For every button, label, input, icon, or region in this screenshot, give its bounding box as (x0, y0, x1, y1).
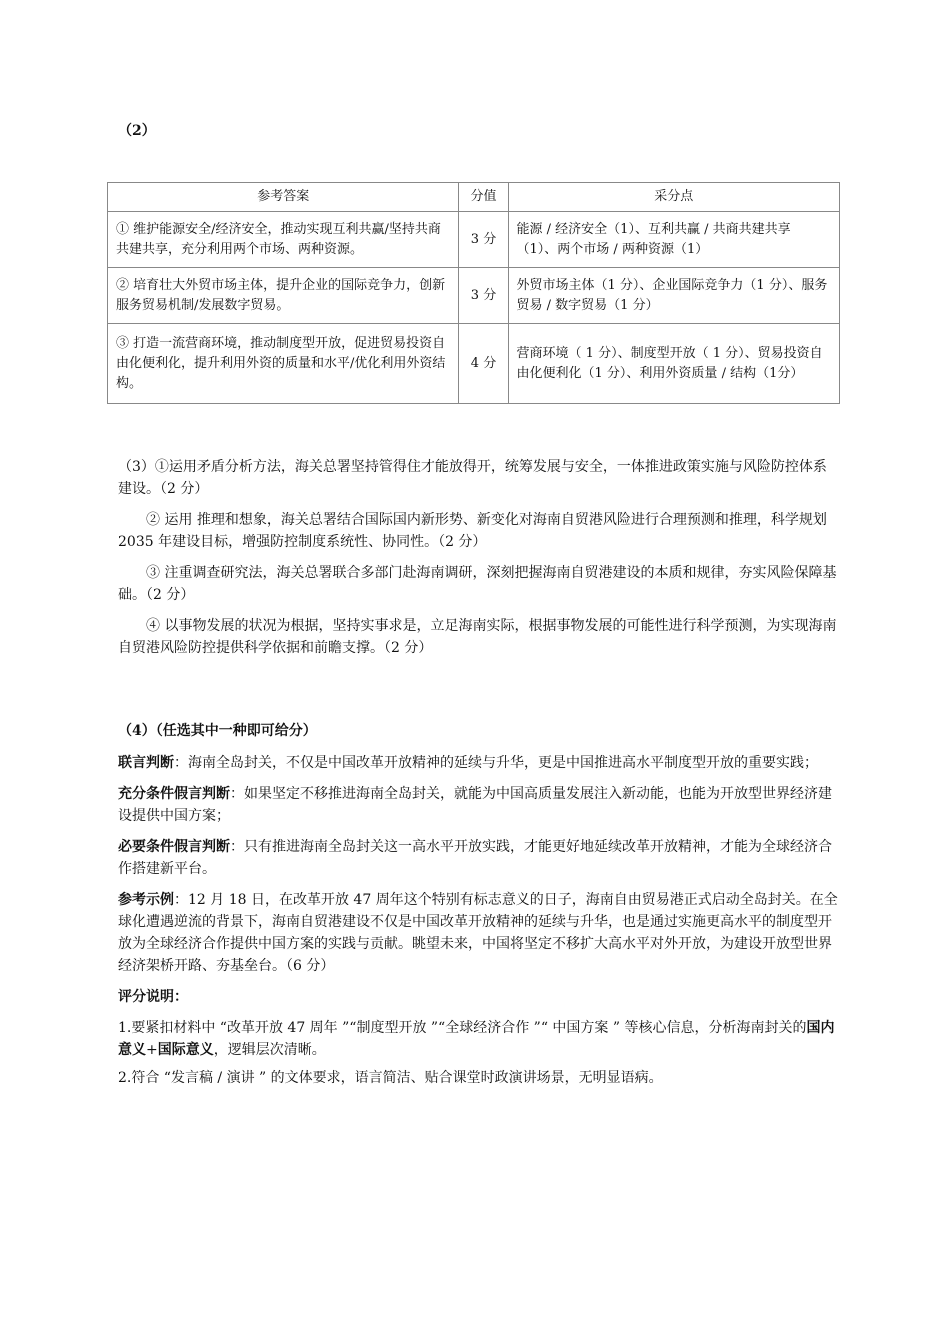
judgment-item (118, 783, 838, 827)
example-item (118, 889, 838, 977)
scoring-note-2: 2.符合 “发言稿 / 演讲 ” 的文体要求，语言简洁、贴合课堂时政演讲场景，无明显语病。 (118, 1070, 663, 1086)
judgment-item (118, 752, 838, 774)
points-cell: 外贸市场主体（1 分）、企业国际竞争力（1 分）、服务贸易 / 数字贸易（1 分） (508, 268, 839, 324)
header-scoring-points: 采分点 (508, 183, 839, 212)
score-cell: 4 分 (459, 324, 508, 404)
points-cell: 营商环境（ 1 分）、制度型开放（ 1 分）、贸易投资自由化便利化（1 分）、利用外资质量 / 结构（1分） (508, 324, 839, 404)
judgment-item (118, 836, 838, 880)
judgment-text: ：只有推进海南全岛封关这一高水平开放实践，才能更好地延续改革开放精神，才能为全球经济合作搭建新平台。 (118, 839, 832, 877)
answer-cell: ② 培育壮大外贸市场主体，提升企业的国际竞争力，创新服务贸易机制/发展数字贸易。 (108, 268, 459, 324)
points-cell: 能源 / 经济安全（1）、互利共赢 / 共商共建共享（1）、两个市场 / 两种资源（1） (508, 212, 839, 268)
table-row (108, 212, 840, 268)
example-label: 参考示例 (118, 892, 174, 908)
score-cell: 3 分 (459, 212, 508, 268)
answer-cell: ① 维护能源安全/经济安全，推动实现互利共赢/坚持共商共建共享，充分利用两个市场、两种资源。 (108, 212, 459, 268)
section-4-heading: （4）（任选其中一种即可给分） (118, 723, 317, 739)
header-score: 分值 (459, 183, 508, 212)
section-3-paragraph: （3）①运用矛盾分析方法，海关总署坚持管得住才能放得开，统筹发展与安全，一体推进政策实施与风险防控体系建设。（2 分） (118, 459, 827, 497)
header-reference-answer: 参考答案 (108, 183, 459, 212)
judgment-text: ：如果坚定不移推进海南全岛封关，就能为中国高质量发展注入新动能，也能为开放型世界经济建设提供中国方案； (118, 786, 832, 824)
section-3-paragraph: ③ 注重调查研究法，海关总署联合多部门赴海南调研，深刻把握海南自贸港建设的本质和规律，夯实风险保障基础。（2 分） (118, 565, 837, 603)
note-text: 1.要紧扣材料中 “改革开放 47 周年 ”“制度型开放 ”“全球经济合作 ”“ 中国方案 ” 等核心信息，分析海南封关的 (118, 1020, 807, 1036)
note-text: ，逻辑层次清晰。 (213, 1042, 326, 1058)
scoring-table (107, 182, 840, 404)
table-row (108, 268, 840, 324)
note-bold-international: 国际意义 (157, 1042, 214, 1058)
table-row (108, 324, 840, 404)
score-cell: 3 分 (459, 268, 508, 324)
judgment-label: 联言判断 (118, 755, 174, 771)
example-text: ：12 月 18 日，在改革开放 47 周年这个特别有标志意义的日子，海南自由贸易港正式启动全岛封关。在全球化遭遇逆流的背景下，海南自贸港建设不仅是中国改革开放精神的延续与升华，也是通过实施更高水平的制度型开放为全球经济合作提供中国方案的实践与贡献。眺望未来，中国将坚定不移扩大高水平对外开放，为建设开放型世界经济架桥开路、夯基垒台。（6 分） (118, 892, 838, 974)
judgment-label: 充分条件假言判断 (118, 786, 230, 802)
section-4 (118, 720, 838, 1095)
section-3-paragraph: ④ 以事物发展的状况为根据，坚持实事求是，立足海南实际，根据事物发展的可能性进行科学预测，为实现海南自贸港风险防控提供科学依据和前瞻支撑。（2 分） (118, 618, 837, 656)
section-3-paragraph: ② 运用 推理和想象，海关总署结合国际国内新形势、新变化对海南自贸港风险进行合理预测和推理，科学规划 2035 年建设目标，增强防控制度系统性、协同性。（2 分） (118, 512, 827, 550)
judgment-label: 必要条件假言判断 (118, 839, 230, 855)
note-bold-domestic: 国内意义 (118, 1020, 835, 1058)
judgment-text: ：海南全岛封关，不仅是中国改革开放精神的延续与升华，更是中国推进高水平制度型开放的重要实践； (174, 755, 818, 771)
section-2-label: （2） (118, 123, 156, 139)
answer-cell: ③ 打造一流营商环境，推动制度型开放，促进贸易投资自由化便利化，提升利用外资的质量和水平/优化利用外资结构。 (108, 324, 459, 404)
scoring-title: 评分说明： (118, 989, 188, 1005)
table-header-row (108, 183, 840, 212)
section-3 (118, 456, 838, 668)
scoring-note-1 (118, 1017, 838, 1061)
note-plus: + (146, 1042, 158, 1058)
